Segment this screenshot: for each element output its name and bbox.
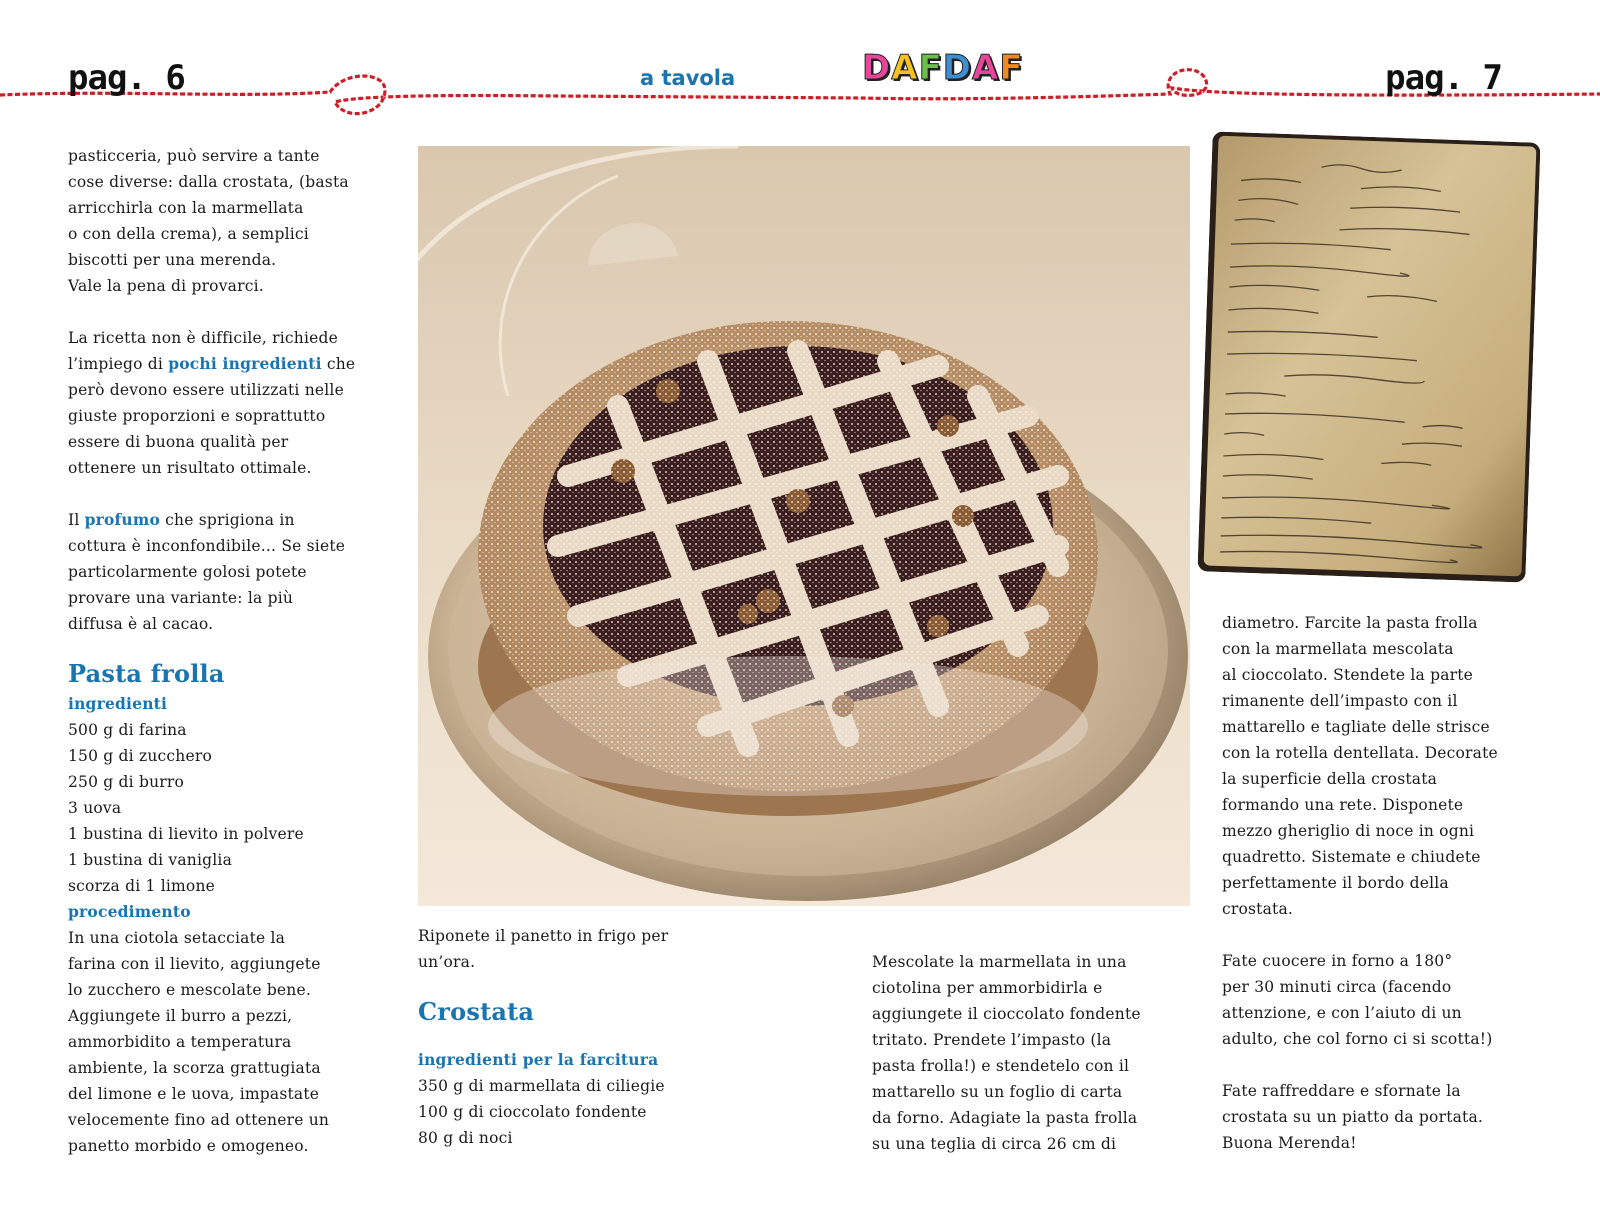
intro-line: Vale la pena di provarci. <box>68 277 264 295</box>
paragraph-line: quadretto. Sistemate e chiudete <box>1222 848 1481 866</box>
paragraph-line: su una teglia di circa 26 cm di <box>872 1135 1117 1153</box>
paragraph-line: adulto, che col forno ci si scotta!) <box>1222 1030 1493 1048</box>
procedure-line: lo zucchero e mescolate bene. <box>68 981 311 999</box>
procedure-line: In una ciotola setacciate la <box>68 929 286 947</box>
paragraph-line: giuste proporzioni e soprattutto <box>68 407 326 425</box>
procedure-line: Aggiungete il burro a pezzi, <box>68 1007 293 1025</box>
paragraph-line: aggiungete il cioccolato fondente <box>872 1005 1141 1023</box>
paragraph-line: al cioccolato. Stendete la parte <box>1222 666 1474 684</box>
ingredient-item: 350 g di marmellata di ciliegie <box>418 1077 665 1095</box>
ingredients-label: ingredienti <box>68 694 168 713</box>
rope-decoration <box>0 40 1600 130</box>
paragraph-line: diametro. Farcite la pasta frolla <box>1222 614 1478 632</box>
ingredient-item: 100 g di cioccolato fondente <box>418 1103 647 1121</box>
paragraph-line: l’impiego di pochi ingredienti che <box>68 354 356 373</box>
paragraph-line: diffusa è al cacao. <box>68 615 214 633</box>
recipe-notebook-photo <box>1197 131 1540 582</box>
paragraph-line: da forno. Adagiate la pasta frolla <box>872 1109 1138 1127</box>
paragraph-line: perfettamente il bordo della <box>1222 874 1449 892</box>
paragraph-line: però devono essere utilizzati nelle <box>68 381 344 399</box>
paragraph-line: ottenere un risultato ottimale. <box>68 459 312 477</box>
column-3 <box>872 949 1172 1157</box>
intro-line: cose diverse: dalla crostata, (basta <box>68 173 349 191</box>
intro-line: o con della crema), a semplici <box>68 225 309 243</box>
paragraph-line: Riponete il panetto in frigo per <box>418 927 669 945</box>
section-title: a tavola <box>640 66 736 90</box>
ingredient-item: 500 g di farina <box>68 721 187 739</box>
intro-line: pasticceria, può servire a tante <box>68 147 320 165</box>
column-2 <box>418 923 718 1151</box>
paragraph-line: crostata su un piatto da portata. <box>1222 1108 1484 1126</box>
filling-ingredients-label: ingredienti per la farcitura <box>418 1050 659 1069</box>
ingredient-item: 1 bustina di vaniglia <box>68 851 233 869</box>
paragraph-line: essere di buona qualità per <box>68 433 289 451</box>
paragraph-line: Il profumo che sprigiona in <box>68 510 295 529</box>
intro-line: arricchirla con la marmellata <box>68 199 304 217</box>
paragraph-line: per 30 minuti circa (facendo <box>1222 978 1452 996</box>
paragraph-line: Mescolate la marmellata in una <box>872 953 1127 971</box>
paragraph-line: ciotolina per ammorbidirla e <box>872 979 1103 997</box>
column-1 <box>68 143 368 1159</box>
paragraph-line: crostata. <box>1222 900 1294 918</box>
highlight-profumo: profumo <box>84 510 161 529</box>
procedure-line: farina con il lievito, aggiungete <box>68 955 321 973</box>
paragraph-line: pasta frolla!) e stendetelo con il <box>872 1057 1130 1075</box>
procedure-line: velocemente fino ad ottenere un <box>68 1111 330 1129</box>
paragraph-line: con la rotella dentellata. Decorate <box>1222 744 1498 762</box>
procedure-label: procedimento <box>68 902 191 921</box>
ingredient-item: 1 bustina di lievito in polvere <box>68 825 304 843</box>
procedure-line: panetto morbido e omogeneo. <box>68 1137 309 1155</box>
heading-pasta-frolla: Pasta frolla <box>68 659 225 688</box>
paragraph-line: con la marmellata mescolata <box>1222 640 1454 658</box>
paragraph-line: formando una rete. Disponete <box>1222 796 1464 814</box>
procedure-line: del limone e le uova, impastate <box>68 1085 320 1103</box>
paragraph-line: Buona Merenda! <box>1222 1134 1357 1152</box>
paragraph-line: mattarello su un foglio di carta <box>872 1083 1123 1101</box>
ingredient-item: 3 uova <box>68 799 122 817</box>
paragraph-line: particolarmente golosi potete <box>68 563 307 581</box>
paragraph-line: Fate raffreddare e sfornate la <box>1222 1082 1461 1100</box>
highlight-pochi-ingredienti: pochi ingredienti <box>168 354 322 373</box>
paragraph-line: la superficie della crostata <box>1222 770 1438 788</box>
dafdaf-logo: DAFDAF <box>862 48 1024 88</box>
paragraph-line: tritato. Prendete l’impasto (la <box>872 1031 1112 1049</box>
ingredient-item: 250 g di burro <box>68 773 185 791</box>
page-number-left: pag. 6 <box>68 58 185 98</box>
paragraph-line: Fate cuocere in forno a 180° <box>1222 952 1453 970</box>
page-number-right: pag. 7 <box>1385 58 1502 98</box>
paragraph-line: attenzione, e con l’aiuto di un <box>1222 1004 1462 1022</box>
crostata-photo <box>418 146 1190 906</box>
paragraph-line: mattarello e tagliate delle strisce <box>1222 718 1490 736</box>
paragraph-line: un’ora. <box>418 953 476 971</box>
ingredient-item: scorza di 1 limone <box>68 877 216 895</box>
paragraph-line: provare una variante: la più <box>68 589 294 607</box>
column-4 <box>1222 610 1532 1156</box>
paragraph-line: rimanente dell’impasto con il <box>1222 692 1458 710</box>
paragraph-line: mezzo gheriglio di noce in ogni <box>1222 822 1475 840</box>
paragraph-line: La ricetta non è difficile, richiede <box>68 329 339 347</box>
procedure-line: ambiente, la scorza grattugiata <box>68 1059 321 1077</box>
ingredient-item: 150 g di zucchero <box>68 747 212 765</box>
paragraph-line: cottura è inconfondibile... Se siete <box>68 537 346 555</box>
intro-line: biscotti per una merenda. <box>68 251 277 269</box>
procedure-line: ammorbidito a temperatura <box>68 1033 292 1051</box>
ingredient-item: 80 g di noci <box>418 1129 513 1147</box>
heading-crostata: Crostata <box>418 997 535 1026</box>
